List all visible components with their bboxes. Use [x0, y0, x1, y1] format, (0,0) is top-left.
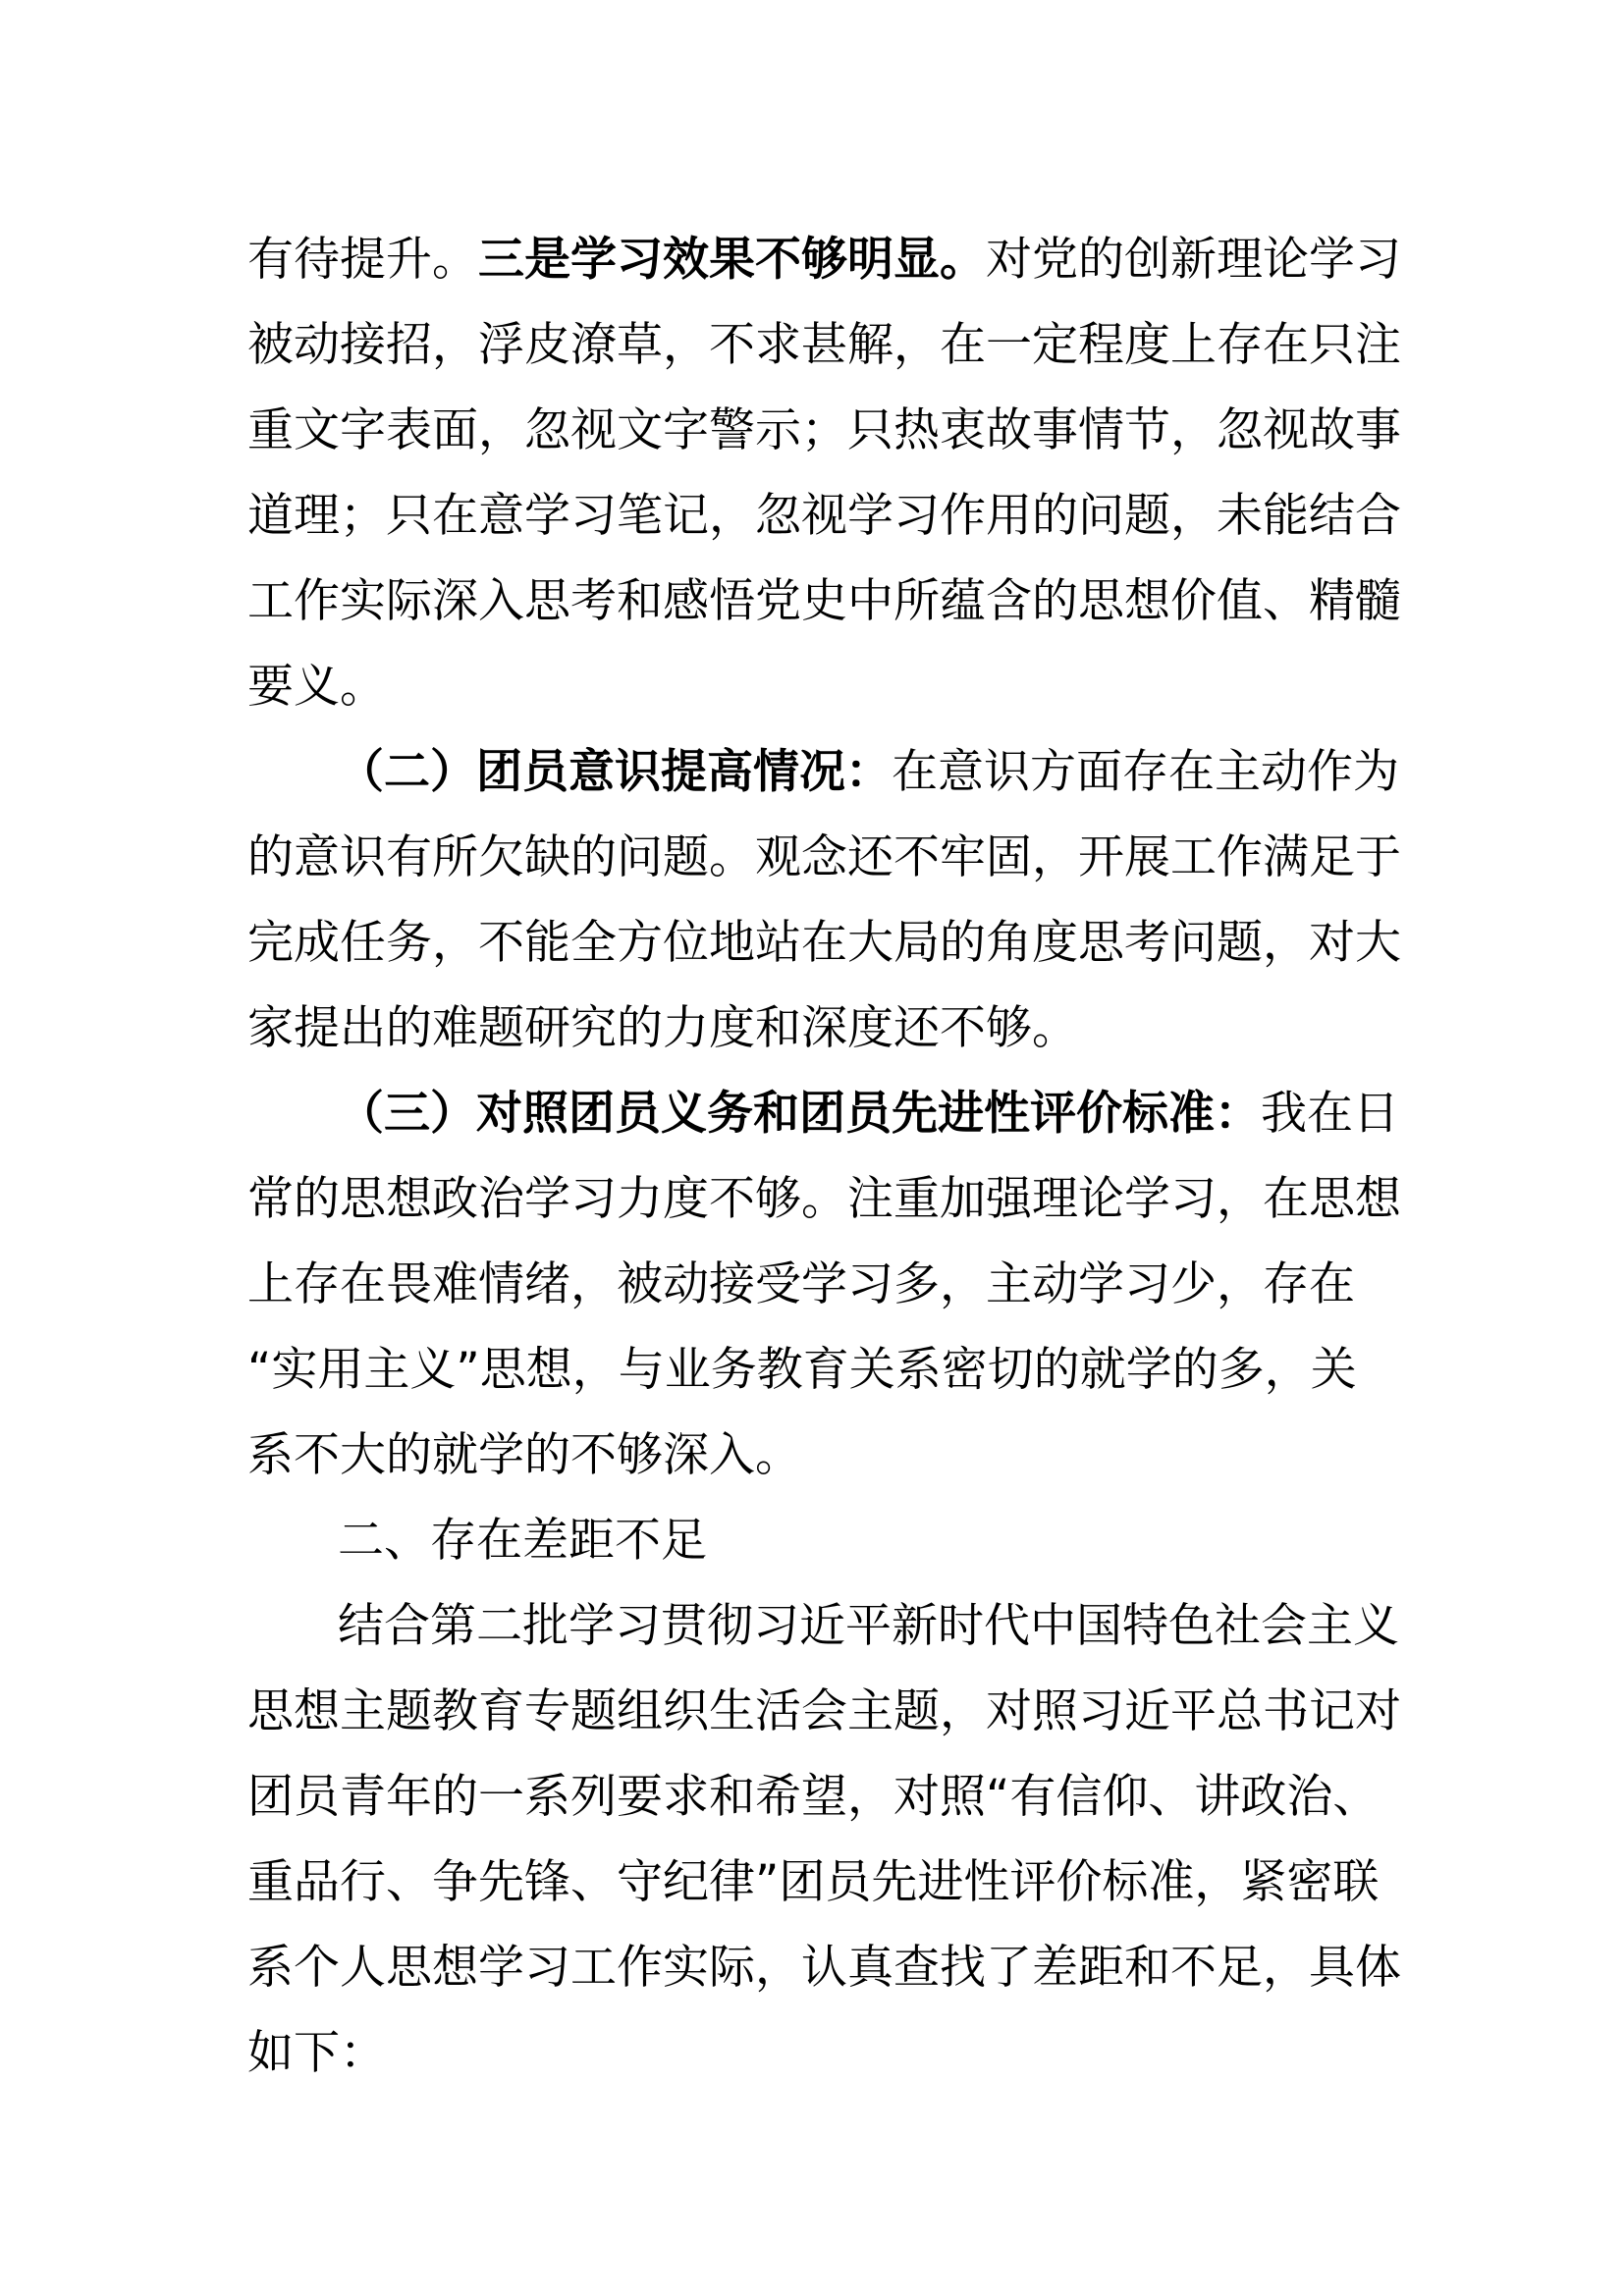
paragraph-line: 要义。 — [247, 660, 386, 714]
paragraph-line: 上存在畏难情绪，被动接受学习多，主动学习少，存在 — [247, 1257, 1355, 1311]
paragraph-line: 结合第二批学习贯彻习近平新时代中国特色社会主义 — [338, 1599, 1399, 1653]
subheading: （二）团员意识提高情况： — [338, 745, 892, 799]
paragraph-line: 系不大的就学的不够深入。 — [247, 1428, 801, 1482]
paragraph-line: 工作实际深入思考和感悟党史中所蕴含的思想价值、精髓 — [247, 574, 1401, 628]
subheading: （三）对照团员义务和团员先进性评价标准： — [338, 1087, 1261, 1141]
paragraph-line: 重文字表面，忽视文字警示；只热衷故事情节，忽视故事 — [247, 403, 1401, 457]
paragraph-line: 系个人思想学习工作实际，认真查找了差距和不足，具体 — [247, 1941, 1401, 1995]
paragraph-line: 的意识有所欠缺的问题。观念还不牢固，开展工作满足于 — [247, 830, 1401, 884]
paragraph-line: 思想主题教育专题组织生活会主题，对照习近平总书记对 — [247, 1684, 1401, 1738]
paragraph-line — [247, 231, 1401, 290]
paragraph-line — [338, 1085, 1399, 1144]
paragraph-line: 家提出的难题研究的力度和深度还不够。 — [247, 1001, 1078, 1055]
paragraph-line — [338, 743, 1399, 802]
paragraph-line: 被动接招，浮皮潦草，不求甚解，在一定程度上存在只注 — [247, 318, 1401, 372]
paragraph-line: 常的思想政治学习力度不够。注重加强理论学习，在思想 — [247, 1172, 1401, 1226]
text-run: 有待提升。 — [247, 233, 478, 287]
text-run: 我在日 — [1261, 1087, 1399, 1141]
section-title: 二、存在差距不足 — [338, 1514, 707, 1568]
bold-phrase: 三是学习效果不够明显。 — [478, 233, 986, 287]
text-run: 对党的创新理论学习 — [986, 233, 1401, 287]
paragraph-line: “实用主义”思想，与业务教育关系密切的就学的多，关 — [247, 1343, 1357, 1397]
text-run: 在意识方面存在主动作为 — [892, 745, 1399, 799]
paragraph-line: 团员青年的一系列要求和希望，对照“有信仰、讲政治、 — [247, 1770, 1380, 1824]
paragraph-line: 道理；只在意学习笔记，忽视学习作用的问题，未能结合 — [247, 489, 1401, 543]
paragraph-line: 完成任务，不能全方位地站在大局的角度思考问题，对大 — [247, 916, 1401, 970]
paragraph-line: 如下： — [247, 2026, 386, 2080]
paragraph-line: 重品行、争先锋、守纪律”团员先进性评价标准，紧密联 — [247, 1855, 1380, 1909]
